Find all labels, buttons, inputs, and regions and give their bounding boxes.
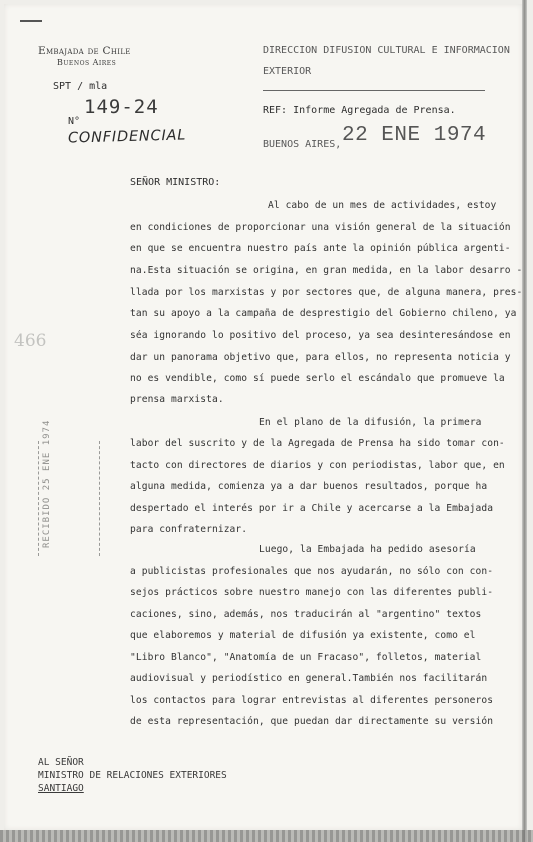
body-line: para confraternizar. bbox=[130, 524, 248, 535]
body-line: en condiciones de proporcionar una visión general de la situación bbox=[130, 222, 511, 233]
department-line-2: EXTERIOR bbox=[263, 66, 312, 77]
body-line: En el plano de la difusión, la primera bbox=[259, 417, 482, 428]
classification-mark: CONFIDENCIAL bbox=[67, 127, 187, 147]
body-line: de esta representación, que puedan dar directamente su versión bbox=[130, 716, 494, 727]
body-line: tan su apoyo a la campaña de desprestigio del Gobierno chileno, ya bbox=[130, 308, 517, 319]
received-stamp: RECIBIDO 25 ENE 1974 bbox=[42, 419, 52, 548]
addressee-line-1: AL SEÑOR bbox=[38, 757, 84, 768]
department-line-1: DIRECCION DIFUSION CULTURAL E INFORMACION bbox=[263, 45, 510, 56]
body-line: dar un panorama objetivo que, para ellos, no representa noticia y bbox=[130, 352, 511, 363]
department-rule bbox=[263, 90, 485, 91]
embassy-name: Embajada de Chile bbox=[38, 45, 131, 57]
document-number: 149-24 bbox=[84, 96, 159, 118]
corner-mark bbox=[20, 20, 42, 22]
body-line: Al cabo de un mes de actividades, estoy bbox=[268, 200, 497, 211]
body-line: caciones, sino, además, nos traducirán al "argentino" textos bbox=[130, 609, 482, 620]
body-line: séa ignorando lo positivo del proceso, ya sea desinteresándose en bbox=[130, 330, 511, 341]
body-line: llada por los marxistas y por sectores que, de alguna manera, pres- bbox=[130, 287, 523, 298]
margin-page-number: 466 bbox=[14, 331, 47, 351]
body-line: tacto con directores de diarios y con periodistas, labor que, en bbox=[130, 460, 505, 471]
reference-code: SPT / mla bbox=[53, 81, 108, 92]
scan-edge-right bbox=[522, 0, 527, 842]
scan-edge-bottom bbox=[0, 830, 533, 842]
date-place: BUENOS AIRES, bbox=[263, 139, 342, 150]
body-line: alguna medida, comienza ya a dar buenos resultados, porque ha bbox=[130, 481, 488, 492]
body-line: na.Esta situación se origina, en gran medida, en la labor desarro - bbox=[130, 265, 523, 276]
body-line: a publicistas profesionales que nos ayudarán, no sólo con con- bbox=[130, 566, 494, 577]
addressee-city: SANTIAGO bbox=[38, 783, 84, 794]
body-line: sejos prácticos sobre nuestro manejo con las diferentes publi- bbox=[130, 587, 494, 598]
body-line: en que se encuentra nuestro país ante la opinión pública argenti- bbox=[130, 243, 511, 254]
body-line: que elaboremos y material de difusión ya existente, como el bbox=[130, 630, 476, 641]
body-line: audiovisual y periodístico en general.También nos facilitarán bbox=[130, 673, 488, 684]
body-line: no es vendible, como sí puede serlo el escándalo que promueve la bbox=[130, 373, 505, 384]
subject-line: REF: Informe Agregada de Prensa. bbox=[263, 105, 456, 116]
embassy-city: Buenos Aires bbox=[57, 58, 117, 67]
addressee-line-2: MINISTRO DE RELACIONES EXTERIORES bbox=[38, 770, 227, 781]
body-line: prensa marxista. bbox=[130, 394, 224, 405]
body-line: despertado el interés por ir a Chile y acercarse a la Embajada bbox=[130, 503, 494, 514]
body-line: labor del suscrito y de la Agregada de Prensa ha sido tomar con- bbox=[130, 438, 505, 449]
document-number-label: N° bbox=[68, 116, 81, 127]
body-line: los contactos para lograr entrevistas al diferentes personeros bbox=[130, 695, 494, 706]
salutation: SEÑOR MINISTRO: bbox=[130, 177, 221, 188]
date-stamp: 22 ENE 1974 bbox=[342, 124, 487, 147]
body-line: Luego, la Embajada ha pedido asesoría bbox=[259, 544, 476, 555]
body-line: "Libro Blanco", "Anatomía de un Fracaso", folletos, material bbox=[130, 652, 482, 663]
